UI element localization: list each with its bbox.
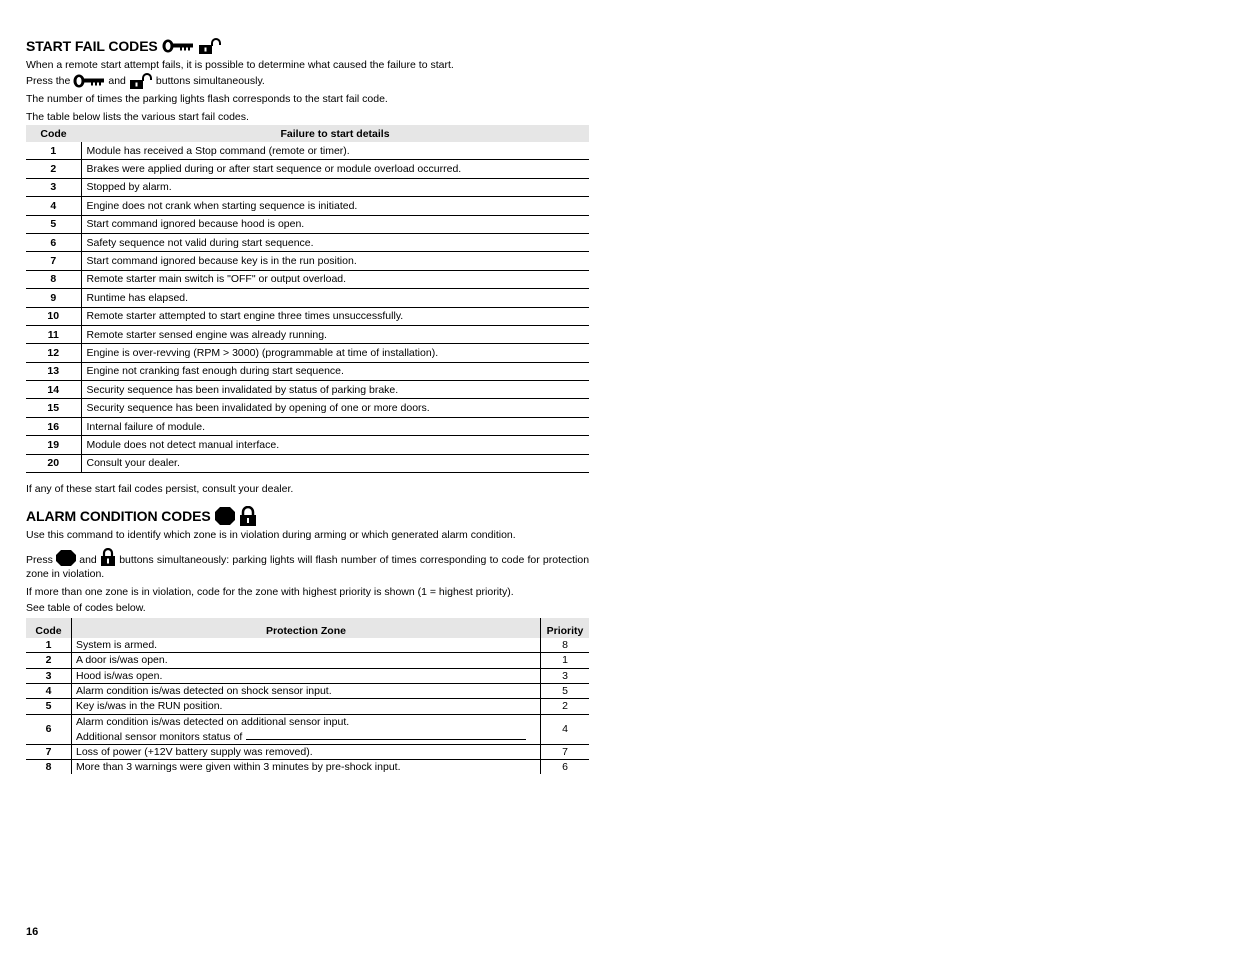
protection-zone: Key is/was in the RUN position. [72,699,541,714]
zone-line-1: Alarm condition is/was detected on additional sensor input. [76,715,350,728]
fail-detail: Remote starter sensed engine was already running. [81,325,589,343]
fail-detail: Safety sequence not valid during start sequence. [81,233,589,251]
table-row [26,436,589,454]
fail-code: 14 [26,381,81,399]
fail-code: 1 [26,142,81,160]
alarm-title: ALARM CONDITION CODES [26,508,211,525]
alarm-code: 8 [26,759,72,774]
fail-code: 7 [26,252,81,270]
protection-zone: Alarm condition is/was detected on shock sensor input. [72,683,541,698]
fail-code: 13 [26,362,81,380]
table-row [26,638,589,653]
fail-code: 3 [26,178,81,196]
start-fail-title: START FAIL CODES [26,38,158,54]
fail-code: 2 [26,160,81,178]
table-row [26,362,589,380]
fail-detail: Module has received a Stop command (remote or timer). [81,142,589,160]
table-row [26,233,589,251]
start-fail-intro: When a remote start attempt fails, it is possible to determine what caused the failure to start. [26,59,454,71]
table-row [26,744,589,759]
table-row [26,197,589,215]
panic-octagon-icon [215,507,235,525]
alarm-table [26,618,589,774]
table-note: The table below lists the various start fail codes. [26,111,249,123]
fail-detail: Stopped by alarm. [81,178,589,196]
table-row [26,759,589,774]
zone-line-2 [76,729,536,744]
unlock-icon [129,73,153,89]
table-row [26,683,589,698]
fail-code: 8 [26,270,81,288]
key-icon [73,74,105,88]
fail-code: 9 [26,289,81,307]
panic-octagon-icon [56,550,76,566]
fail-detail: Start command ignored because key is in the run position. [81,252,589,270]
alarm-priority-note: If more than one zone is in violation, code for the zone with highest priority is shown (1 = highest priority). [26,586,514,599]
protection-zone: Hood is/was open. [72,668,541,683]
flash-note: The number of times the parking lights flash corresponds to the start fail code. [26,93,388,105]
alarm-table-note: See table of codes below. [26,602,146,615]
protection-zone: Loss of power (+12V battery supply was removed). [72,744,541,759]
fail-detail: Module does not detect manual interface. [81,436,589,454]
col-header-zone: Protection Zone [72,618,541,638]
fail-code: 11 [26,325,81,343]
table-row [26,178,589,196]
table-row [26,215,589,233]
col-header-code: Code [26,125,81,142]
fail-code: 10 [26,307,81,325]
unlock-icon [198,38,222,54]
protection-zone [72,714,541,744]
table-row [26,142,589,160]
alarm-code: 2 [26,653,72,668]
fill-in-blank [246,729,526,740]
table-row [26,307,589,325]
alarm-press-and: and [79,554,97,567]
page-number: 16 [26,926,39,938]
alarm-press-suffix: buttons simultaneously: parking lights will flash number of times corresponding to code for protection zone in violation. [26,554,590,581]
start-fail-heading [26,36,589,56]
fail-detail: Start command ignored because hood is open. [81,215,589,233]
fail-detail: Engine not cranking fast enough during start sequence. [81,362,589,380]
col-header-details: Failure to start details [81,125,589,142]
fail-detail: Brakes were applied during or after start sequence or module overload occurred. [81,160,589,178]
fail-code: 4 [26,197,81,215]
lock-icon [100,548,116,566]
fail-code: 20 [26,454,81,472]
table-row [26,653,589,668]
alarm-priority: 7 [541,744,590,759]
alarm-press-prefix: Press [26,554,53,567]
table-row [26,417,589,435]
alarm-heading [26,506,589,526]
alarm-code: 4 [26,683,72,698]
table-row [26,668,589,683]
table-row [26,325,589,343]
alarm-press-paragraph [26,548,589,581]
fail-code: 12 [26,344,81,362]
table-row [26,699,589,714]
table-row [26,454,589,472]
manual-page [26,36,589,774]
fail-detail: Internal failure of module. [81,417,589,435]
fail-code: 16 [26,417,81,435]
alarm-code: 6 [26,714,72,744]
protection-zone: More than 3 warnings were given within 3 minutes by pre-shock input. [76,760,401,773]
alarm-priority: 6 [541,759,590,774]
zone-line-2-text: Additional sensor monitors status of [76,730,243,743]
table-row [26,160,589,178]
alarm-priority: 3 [541,668,590,683]
alarm-priority: 8 [541,638,590,653]
press-suffix: buttons simultaneously. [155,74,265,87]
key-icon [162,39,194,53]
fail-detail: Remote starter attempted to start engine three times unsuccessfully. [81,307,589,325]
press-prefix: Press the [26,74,71,87]
alarm-code: 7 [26,744,72,759]
fail-code: 6 [26,233,81,251]
fail-detail: Remote starter main switch is "OFF" or output overload. [81,270,589,288]
alarm-code: 5 [26,699,72,714]
alarm-code: 3 [26,668,72,683]
fail-detail: Security sequence has been invalidated by opening of one or more doors. [81,399,589,417]
start-fail-table [26,125,589,473]
fail-code: 15 [26,399,81,417]
table-row [26,399,589,417]
protection-zone: System is armed. [72,638,541,653]
fail-detail: Security sequence has been invalidated by status of parking brake. [81,381,589,399]
table-row [26,270,589,288]
table-row [26,252,589,270]
fail-detail: Runtime has elapsed. [81,289,589,307]
alarm-priority: 4 [541,714,590,744]
protection-zone: A door is/was open. [72,653,541,668]
table-row [26,714,589,744]
alarm-intro: Use this command to identify which zone is in violation during arming or which generated alarm condition. [26,529,516,542]
alarm-priority: 2 [541,699,590,714]
fail-detail: Engine does not crank when starting sequence is initiated. [81,197,589,215]
table-row [26,289,589,307]
table-row [26,344,589,362]
lock-icon [239,506,257,526]
alarm-priority: 5 [541,683,590,698]
table-row [26,381,589,399]
fail-detail: Engine is over-revving (RPM > 3000) (programmable at time of installation). [81,344,589,362]
fail-code: 19 [26,436,81,454]
alarm-priority: 1 [541,653,590,668]
start-fail-press-line [26,72,589,90]
alarm-code: 1 [26,638,72,653]
fail-detail: Consult your dealer. [81,454,589,472]
col-header-code: Code [26,618,72,638]
press-and: and [108,74,126,87]
start-fail-footer-note: If any of these start fail codes persist, consult your dealer. [26,483,294,496]
col-header-priority: Priority [541,618,590,638]
fail-code: 5 [26,215,81,233]
